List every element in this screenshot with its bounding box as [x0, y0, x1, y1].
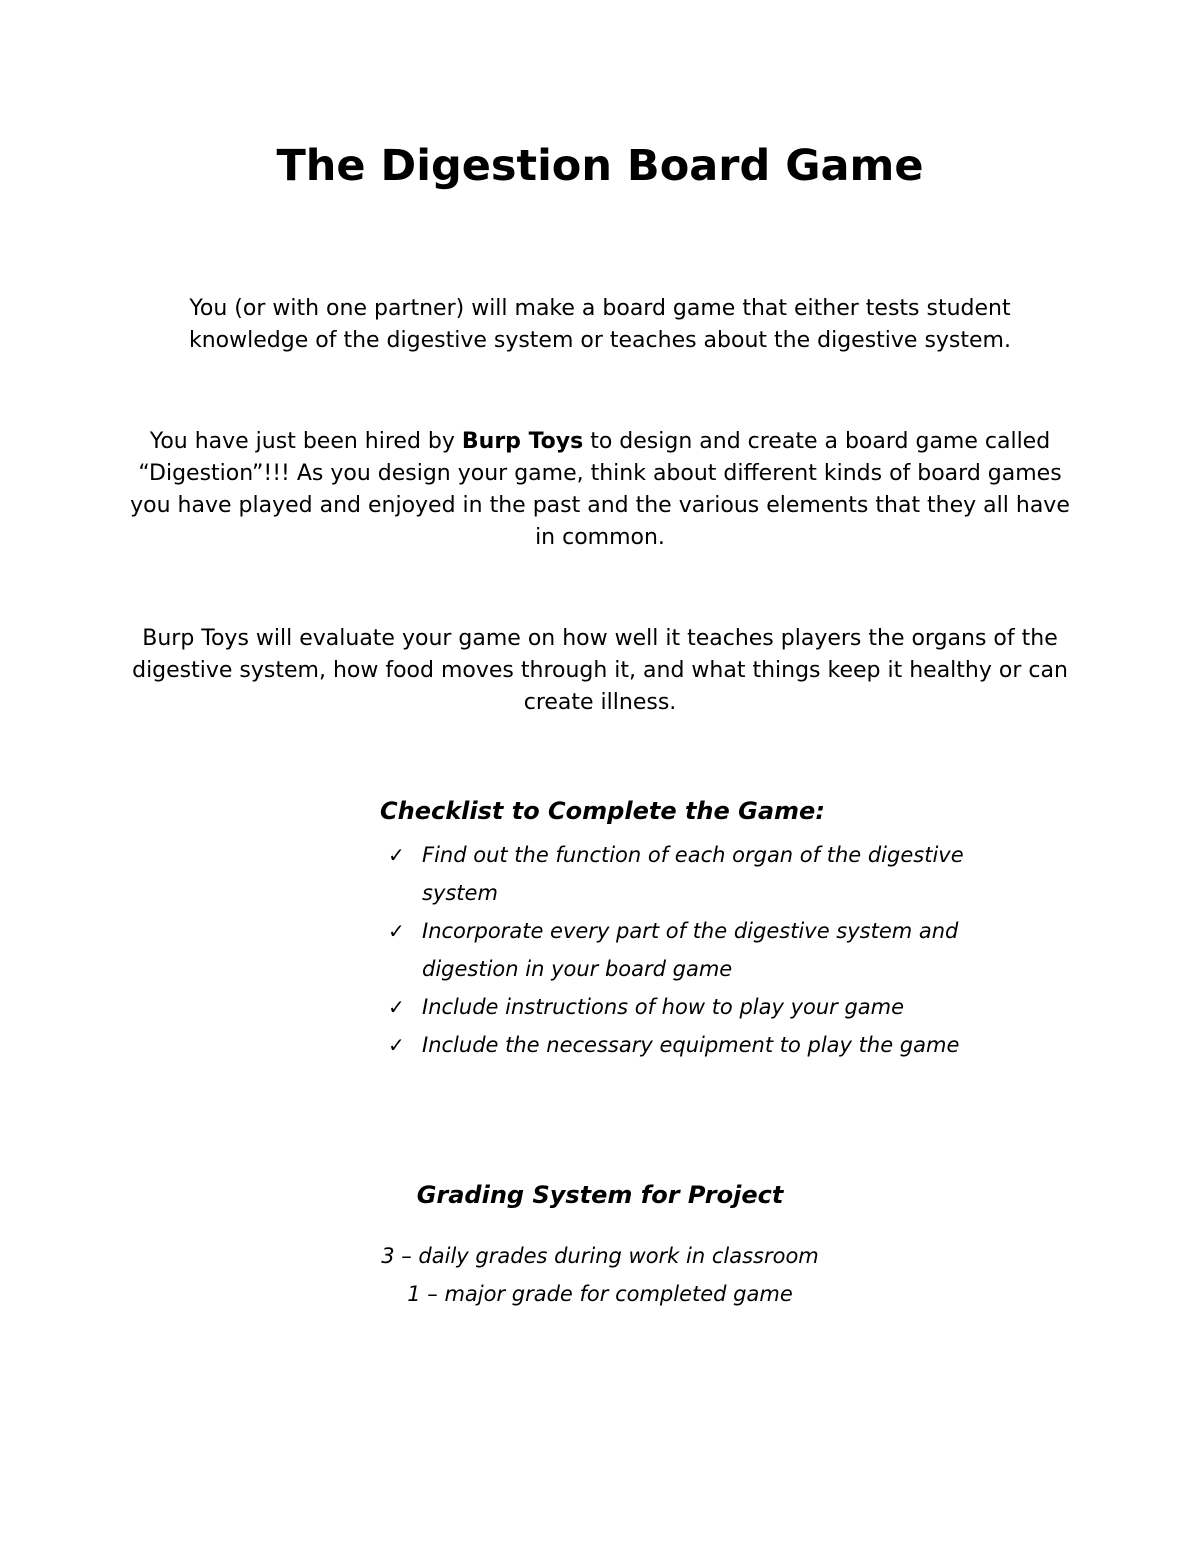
checklist-item-text: Include the necessary equipment to play the game: [422, 1033, 960, 1057]
checklist-item: [388, 1026, 1028, 1064]
assignment-paragraph: [130, 426, 1070, 554]
checklist: [388, 836, 1028, 1064]
check-icon: ✓: [388, 919, 405, 943]
intro-paragraph: You (or with one partner) will make a board game that either tests student knowledge of the digestive system or teaches about the digestive system.: [189, 296, 1011, 353]
grading-heading: Grading System for Project: [416, 1181, 784, 1209]
company-name: Burp Toys: [461, 429, 584, 454]
check-icon: ✓: [388, 1033, 405, 1057]
grading-line: 1 – major grade for completed game: [407, 1282, 793, 1306]
assignment-text-after: to design and create a board game called “Digestion”!!! As you design your game, think about different kinds of board games you have played and enjoyed in the past and the various elements that they all have in common.: [130, 429, 1070, 550]
checklist-item-text: Find out the function of each organ of the digestive system: [422, 843, 964, 905]
check-icon: ✓: [388, 843, 405, 867]
evaluation-paragraph: Burp Toys will evaluate your game on how well it teaches players the organs of the digestive system, how food moves through it, and what things keep it healthy or can create illness.: [132, 626, 1068, 715]
grading-line: 3 – daily grades during work in classroom: [381, 1244, 819, 1268]
checklist-item: [388, 988, 1028, 1026]
checklist-item-text: Incorporate every part of the digestive system and digestion in your board game: [422, 919, 959, 981]
assignment-text-before: You have just been hired by: [149, 429, 462, 454]
check-icon: ✓: [388, 995, 405, 1019]
page-title: The Digestion Board Game: [276, 141, 924, 191]
checklist-item: [388, 912, 1028, 988]
checklist-item-text: Include instructions of how to play your game: [422, 995, 905, 1019]
checklist-heading: Checklist to Complete the Game:: [380, 797, 825, 825]
checklist-item: [388, 836, 1028, 912]
grading-list: [0, 1237, 1200, 1313]
